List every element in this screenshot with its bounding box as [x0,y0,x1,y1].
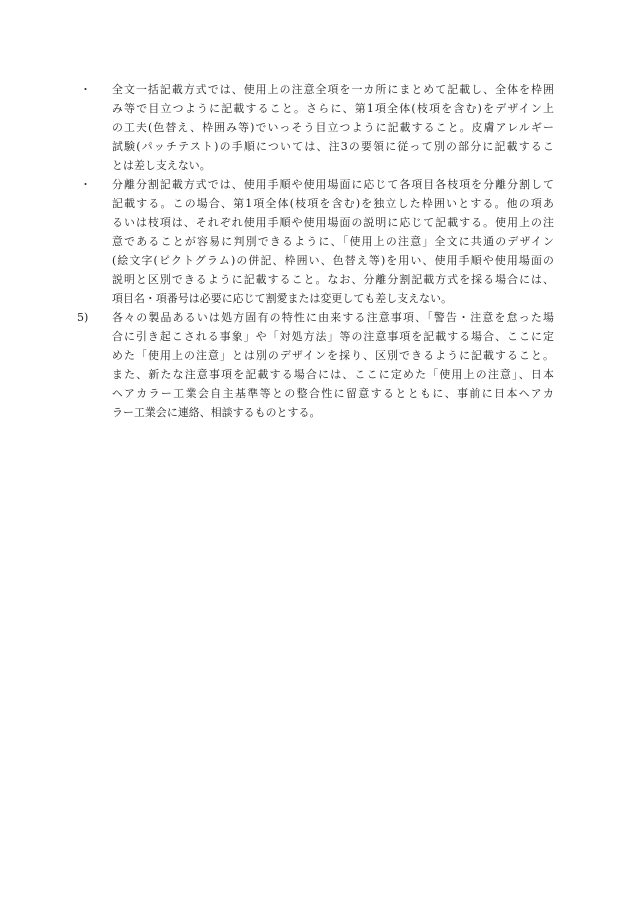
paragraph-line: めた「使用上の注意」とは別のデザインを採り、区別できるように記載すること。 [112,349,554,362]
paragraph-line: るいは枝項は、それぞれ使用手順や使用場面の説明に応じて記載する。使用上の注 [112,216,554,229]
paragraph-line: み等で目立つように記載すること。さらに、第1項全体(枝項を含む)をデザイン上 [112,102,554,115]
paragraph-line: 項目名・項番号は必要に応じて割愛または変更しても差し支えない。 [112,292,453,305]
paragraph-line: 意であることが容易に判別できるように、「使用上の注意」全文に共通のデザイン [112,235,554,248]
paragraph-line: (絵文字(ピクトグラム)の併記、枠囲い、色替え等)を用い、使用手順や使用場面の [112,254,554,267]
paragraph [112,80,554,175]
paragraph-line: 各々の製品あるいは処方固有の特性に由来する注意事項、「警告・注意を怠った場 [112,311,554,324]
paragraph [112,308,554,422]
paragraph-line: 合に引き起こされる事象」や「対処方法」等の注意事項を記載する場合、ここに定 [112,330,554,343]
paragraph-line: ヘアカラー工業会自主基準等との整合性に留意するとともに、事前に日本ヘアカ [112,387,554,400]
paragraph-line: 分離分割記載方式では、使用手順や使用場面に応じて各項目各枝項を分離分割して [112,178,554,191]
paragraph-line: 記載する。この場合、第1項全体(枝項を含む)を独立した枠囲いとする。他の項あ [112,197,554,210]
paragraph-line: とは差し支えない。 [112,159,211,172]
paragraph-line: また、新たな注意事項を記載する場合には、ここに定めた「使用上の注意」、日本 [112,368,554,381]
paragraph-line: の工夫(色替え、枠囲み等)でいっそう目立つように記載すること。皮膚アレルギー [112,121,554,134]
paragraph-line: 全文一括記載方式では、使用上の注意全項を一カ所にまとめて記載し、全体を枠囲 [112,83,554,96]
bullet-marker: ・ [80,178,91,191]
paragraph-line: 説明と区別できるように記載すること。なお、分離分割記載方式を採る場合には、 [112,273,554,286]
paragraph-line: 試験(パッチテスト)の手順については、注3の要領に従って別の部分に記載するこ [112,140,554,153]
paragraph-line: ラー工業会に連絡、相談するものとする。 [112,406,321,419]
bullet-marker: ・ [80,83,91,96]
item-number: 5) [77,311,89,324]
paragraph [112,175,554,308]
